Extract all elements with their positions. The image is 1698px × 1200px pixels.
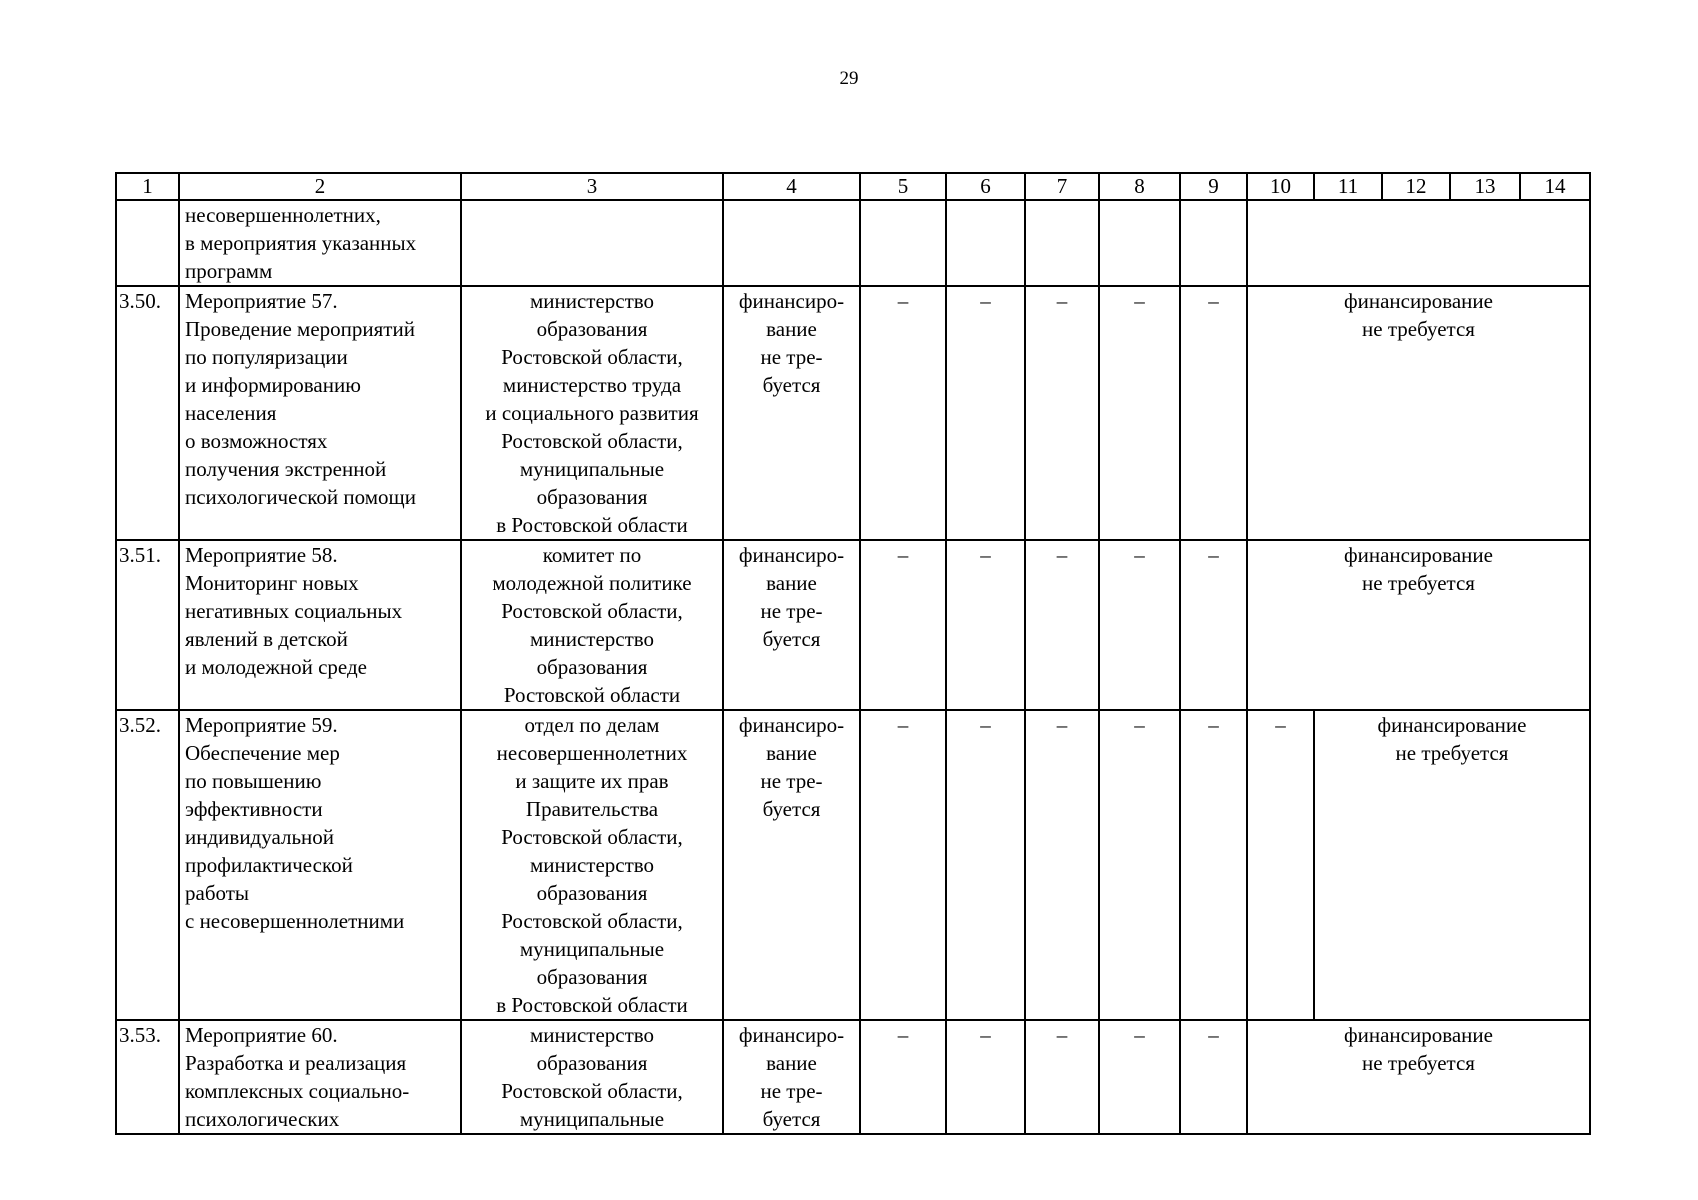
text-line: вание	[766, 317, 817, 341]
table-row-continuation	[116, 200, 1590, 286]
text-line: не тре-	[760, 345, 823, 369]
text-line: образования	[536, 317, 648, 341]
column-number: 9	[1180, 173, 1247, 200]
column-number: 8	[1099, 173, 1180, 200]
text-line: индивидуальной	[185, 825, 334, 849]
text-line: эффективности	[185, 797, 323, 821]
text-line: Обеспечение мер	[185, 741, 340, 765]
row-number-cell	[116, 200, 179, 286]
text-line: образования	[536, 965, 648, 989]
text-line: образования	[536, 485, 648, 509]
activity-name-cell	[179, 710, 461, 1020]
text-line: психологических	[185, 1107, 340, 1131]
column-number: 12	[1382, 173, 1450, 200]
dash-cell: –	[1025, 286, 1099, 540]
text-line: негативных социальных	[185, 599, 403, 623]
activity-name-cell	[179, 540, 461, 710]
executor-cell	[461, 540, 723, 710]
text-line: образования	[536, 881, 648, 905]
table-row	[116, 1020, 1590, 1134]
table-row	[116, 710, 1590, 1020]
text-line: финансиро-	[738, 543, 845, 567]
financing-cell	[723, 710, 860, 1020]
text-line: не тре-	[760, 769, 823, 793]
text-line: министерство труда	[502, 373, 682, 397]
text-line: Ростовской области,	[501, 909, 683, 933]
text-line: буется	[762, 373, 821, 397]
column-number: 6	[946, 173, 1025, 200]
text-line: буется	[762, 627, 821, 651]
text-line: муниципальные	[519, 1107, 665, 1131]
program-table	[115, 172, 1591, 1135]
text-line: не тре-	[760, 1079, 823, 1103]
text-line: министерство	[529, 289, 655, 313]
text-line: министерство	[529, 627, 655, 651]
text-line: финансиро-	[738, 1023, 845, 1047]
column-number: 5	[860, 173, 946, 200]
text-line: не требуется	[1395, 741, 1509, 765]
text-line: населения	[185, 401, 277, 425]
activity-name-cell	[179, 286, 461, 540]
text-line: программ	[185, 259, 273, 283]
text-line: в Ростовской области	[496, 993, 688, 1017]
dash-cell: –	[946, 710, 1025, 1020]
text-line: работы	[185, 881, 250, 905]
text-line: финансирование	[1344, 1023, 1493, 1047]
text-line: финансирование	[1344, 289, 1493, 313]
dash-cell: –	[946, 1020, 1025, 1134]
executor-cell	[461, 286, 723, 540]
executor-cell	[461, 200, 723, 286]
text-line: профилактической	[185, 853, 353, 877]
text-line: образования	[536, 1051, 648, 1075]
column-number: 7	[1025, 173, 1099, 200]
column-number: 1	[116, 173, 179, 200]
dash-cell: –	[860, 286, 946, 540]
dash-cell: –	[860, 540, 946, 710]
column-number: 13	[1450, 173, 1520, 200]
text-line: по повышению	[185, 769, 322, 793]
dash-cell: –	[1180, 710, 1247, 1020]
note-cell	[1247, 286, 1590, 540]
text-line: финансирование	[1344, 543, 1493, 567]
text-line: по популяризации	[185, 345, 348, 369]
column-number: 14	[1520, 173, 1590, 200]
text-line: комплексных социально-	[185, 1079, 410, 1103]
financing-cell	[723, 540, 860, 710]
text-line: финансирование	[1377, 713, 1527, 737]
text-line: образования	[536, 655, 648, 679]
executor-cell	[461, 710, 723, 1020]
activity-name-cell	[179, 200, 461, 286]
text-line: финансиро-	[738, 289, 845, 313]
dash-cell: –	[1025, 540, 1099, 710]
dash-cell: –	[1247, 710, 1314, 1020]
note-cell	[1247, 540, 1590, 710]
text-line: молодежной политике	[492, 571, 692, 595]
text-line: вание	[766, 1051, 817, 1075]
dash-cell: –	[1180, 286, 1247, 540]
text-line: Мониторинг новых	[185, 571, 359, 595]
text-line: и защите их прав	[515, 769, 669, 793]
value-cell	[1025, 200, 1099, 286]
text-line: министерство	[529, 1023, 655, 1047]
dash-cell: –	[1099, 1020, 1180, 1134]
text-line: и социального развития	[485, 401, 699, 425]
text-line: Ростовской области,	[501, 825, 683, 849]
text-line: не тре-	[760, 599, 823, 623]
column-number: 3	[461, 173, 723, 200]
row-number-cell: 3.51.	[116, 540, 179, 710]
activity-name-cell	[179, 1020, 461, 1134]
column-number: 10	[1247, 173, 1314, 200]
text-line: не требуется	[1362, 571, 1475, 595]
financing-cell	[723, 1020, 860, 1134]
text-line: Мероприятие 58.	[185, 543, 338, 567]
text-line: в мероприятия указанных	[185, 231, 417, 255]
text-line: финансиро-	[738, 713, 845, 737]
dash-cell: –	[946, 286, 1025, 540]
value-cell	[1099, 200, 1180, 286]
dash-cell: –	[1180, 1020, 1247, 1134]
dash-cell: –	[946, 540, 1025, 710]
text-line: в Ростовской области	[496, 513, 688, 537]
text-line: Мероприятие 59.	[185, 713, 338, 737]
note-cell	[1314, 710, 1590, 1020]
text-line: Ростовской области,	[501, 599, 683, 623]
text-line: Проведение мероприятий	[185, 317, 415, 341]
text-line: муниципальные	[519, 457, 665, 481]
row-number-cell: 3.50.	[116, 286, 179, 540]
dash-cell: –	[1025, 1020, 1099, 1134]
page-number: 29	[839, 68, 859, 89]
text-line: о возможностях	[185, 429, 328, 453]
text-line: вание	[766, 571, 817, 595]
dash-cell: –	[1099, 710, 1180, 1020]
column-number: 4	[723, 173, 860, 200]
note-cell	[1247, 200, 1590, 286]
text-line: Ростовской области,	[501, 345, 683, 369]
table-row	[116, 286, 1590, 540]
text-line: несовершеннолетних	[496, 741, 688, 765]
value-cell	[1180, 200, 1247, 286]
row-number-cell: 3.53.	[116, 1020, 179, 1134]
dash-cell: –	[860, 1020, 946, 1134]
text-line: и молодежной среде	[185, 655, 367, 679]
text-line: получения экстренной	[185, 457, 387, 481]
table-row	[116, 540, 1590, 710]
text-line: комитет по	[542, 543, 642, 567]
text-line: явлений в детской	[185, 627, 348, 651]
text-line: Мероприятие 60.	[185, 1023, 338, 1047]
text-line: Ростовской области	[503, 683, 681, 707]
text-line: министерство	[529, 853, 655, 877]
text-line: отдел по делам	[524, 713, 660, 737]
text-line: Разработка и реализация	[185, 1051, 407, 1075]
dash-cell: –	[1025, 710, 1099, 1020]
dash-cell: –	[1099, 540, 1180, 710]
column-number-row	[116, 173, 1590, 200]
financing-cell	[723, 286, 860, 540]
text-line: Правительства	[525, 797, 659, 821]
executor-cell	[461, 1020, 723, 1134]
column-number: 11	[1314, 173, 1382, 200]
text-line: Ростовской области,	[501, 429, 683, 453]
dash-cell: –	[1180, 540, 1247, 710]
text-line: Мероприятие 57.	[185, 289, 338, 313]
row-number-cell: 3.52.	[116, 710, 179, 1020]
text-line: и информированию	[185, 373, 361, 397]
text-line: Ростовской области,	[501, 1079, 683, 1103]
text-line: буется	[762, 797, 821, 821]
dash-cell: –	[1099, 286, 1180, 540]
dash-cell: –	[860, 710, 946, 1020]
financing-cell	[723, 200, 860, 286]
text-line: с несовершеннолетними	[185, 909, 405, 933]
column-number: 2	[179, 173, 461, 200]
note-cell	[1247, 1020, 1590, 1134]
value-cell	[860, 200, 946, 286]
text-line: психологической помощи	[185, 485, 416, 509]
text-line: не требуется	[1362, 317, 1475, 341]
text-line: муниципальные	[519, 937, 665, 961]
value-cell	[946, 200, 1025, 286]
text-line: вание	[766, 741, 817, 765]
text-line: не требуется	[1362, 1051, 1475, 1075]
text-line: несовершеннолетних,	[185, 203, 381, 227]
text-line: буется	[762, 1107, 821, 1131]
